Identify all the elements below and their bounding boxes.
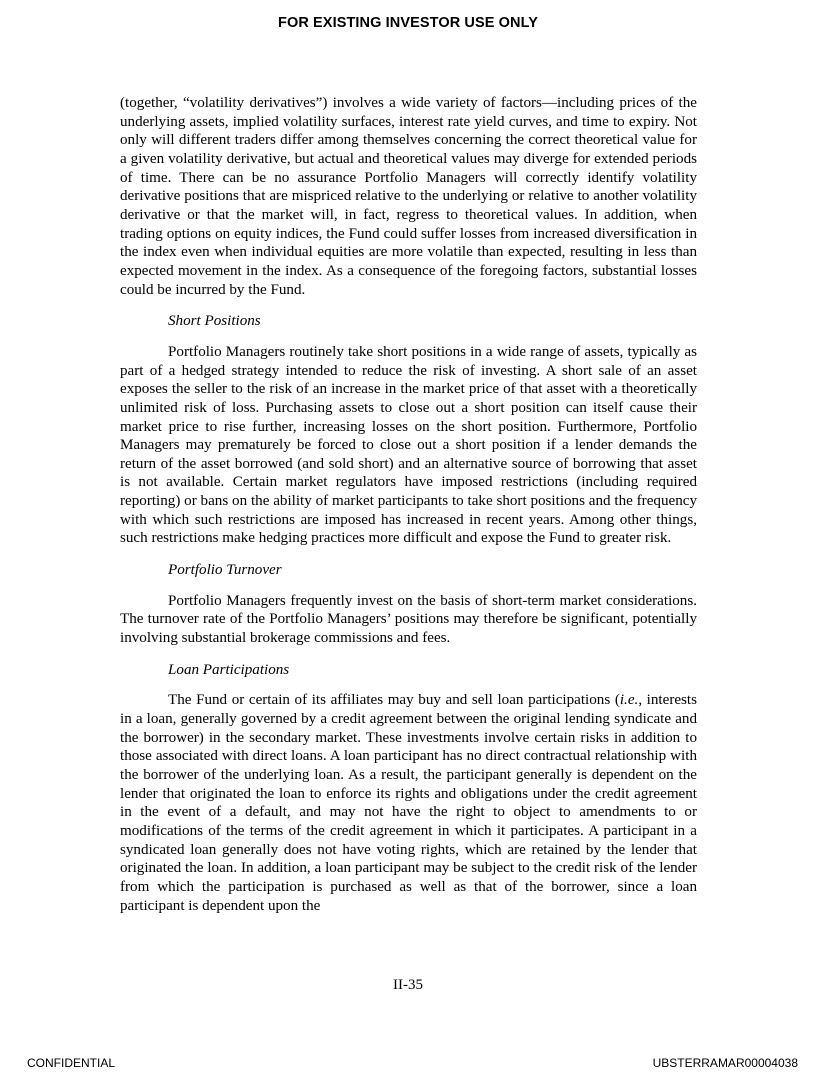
loan-text-part-2: , interests in a loan, generally governed by a credit agreement between the original lending syndicate and the borrower) in the secondary market. These investments involve certain risks in addition to those associated with direct loans. A loan participant has no direct contractual relationship with the borrower of the underlying loan. As a result, the participant generally is dependent on the lender that originated the loan to enforce its rights and obligations under the credit agreement in the event of a default, and may not have the right to object to amendments to or modifications of the terms of the credit agreement in which it participates. A participant in a syndicated loan generally does not have voting rights, which are retained by the lender that originated the loan. In addition, a loan participant may be subject to the credit risk of the lender from which the participation is purchased as well as that of the borrower, since a loan participant is dependent upon the	[120, 692, 697, 914]
page-number: II-35	[393, 977, 423, 993]
heading-portfolio-turnover: Portfolio Turnover	[168, 562, 282, 579]
paragraph-volatility-derivatives: (together, “volatility derivatives”) involves a wide variety of factors—including prices of the underlying assets, implied volatility surfaces, interest rate yield curves, and time to expiry. Not only will different traders differ among themselves concerning the correct theoretical value for a given volatility derivative, but actual and theoretical values may diverge for extended periods of time. There can be no assurance Portfolio Managers will correctly identify volatility derivative positions that are mispriced relative to the underlying or relative to another volatility derivative or that the market will, in fact, regress to theoretical values. In addition, when trading options on equity indices, the Fund could suffer losses from increased diversification in the index even when individual equities are more volatile than expected, resulting in less than expected movement in the index. As a consequence of the foregoing factors, substantial losses could be incurred by the Fund.	[120, 95, 697, 298]
paragraph-portfolio-turnover: Portfolio Managers frequently invest on the basis of short-term market considerations. The turnover rate of the Portfolio Managers’ positions may therefore be significant, potentially involving substantial brokerage commissions and fees.	[120, 592, 697, 647]
footer-bates-number: UBSTERRAMAR00004038	[652, 1056, 798, 1070]
paragraph-short-positions: Portfolio Managers routinely take short positions in a wide range of assets, typically as part of a hedged strategy intended to reduce the risk of investing. A short sale of an asset exposes the seller to the risk of an increase in the market price of that asset with a theoretically unlimited risk of loss. Purchasing assets to close out a short position can itself cause their market price to rise further, increasing losses on the short position. Furthermore, Portfolio Managers may prematurely be forced to close out a short position if a lender demands the return of the asset borrowed (and sold short) and an alternative source of borrowing that asset is not available. Certain market regulators have imposed restrictions (including required reporting) or bans on the ability of market participants to take short positions and the frequency with which such restrictions are imposed has increased in recent years. Among other things, such restrictions make hedging practices more difficult and expose the Fund to greater risk.	[120, 343, 697, 547]
document-body	[120, 94, 697, 915]
loan-text-ie: i.e.	[619, 692, 639, 709]
loan-text-part-1: The Fund or certain of its affiliates may buy and sell loan participations (	[168, 692, 620, 709]
heading-short-positions: Short Positions	[168, 313, 261, 330]
confidentiality-banner: FOR EXISTING INVESTOR USE ONLY	[277, 15, 539, 31]
paragraph-loan-participations	[120, 691, 697, 915]
footer-confidential-label: CONFIDENTIAL	[27, 1056, 116, 1070]
heading-loan-participations: Loan Participations	[168, 661, 290, 678]
